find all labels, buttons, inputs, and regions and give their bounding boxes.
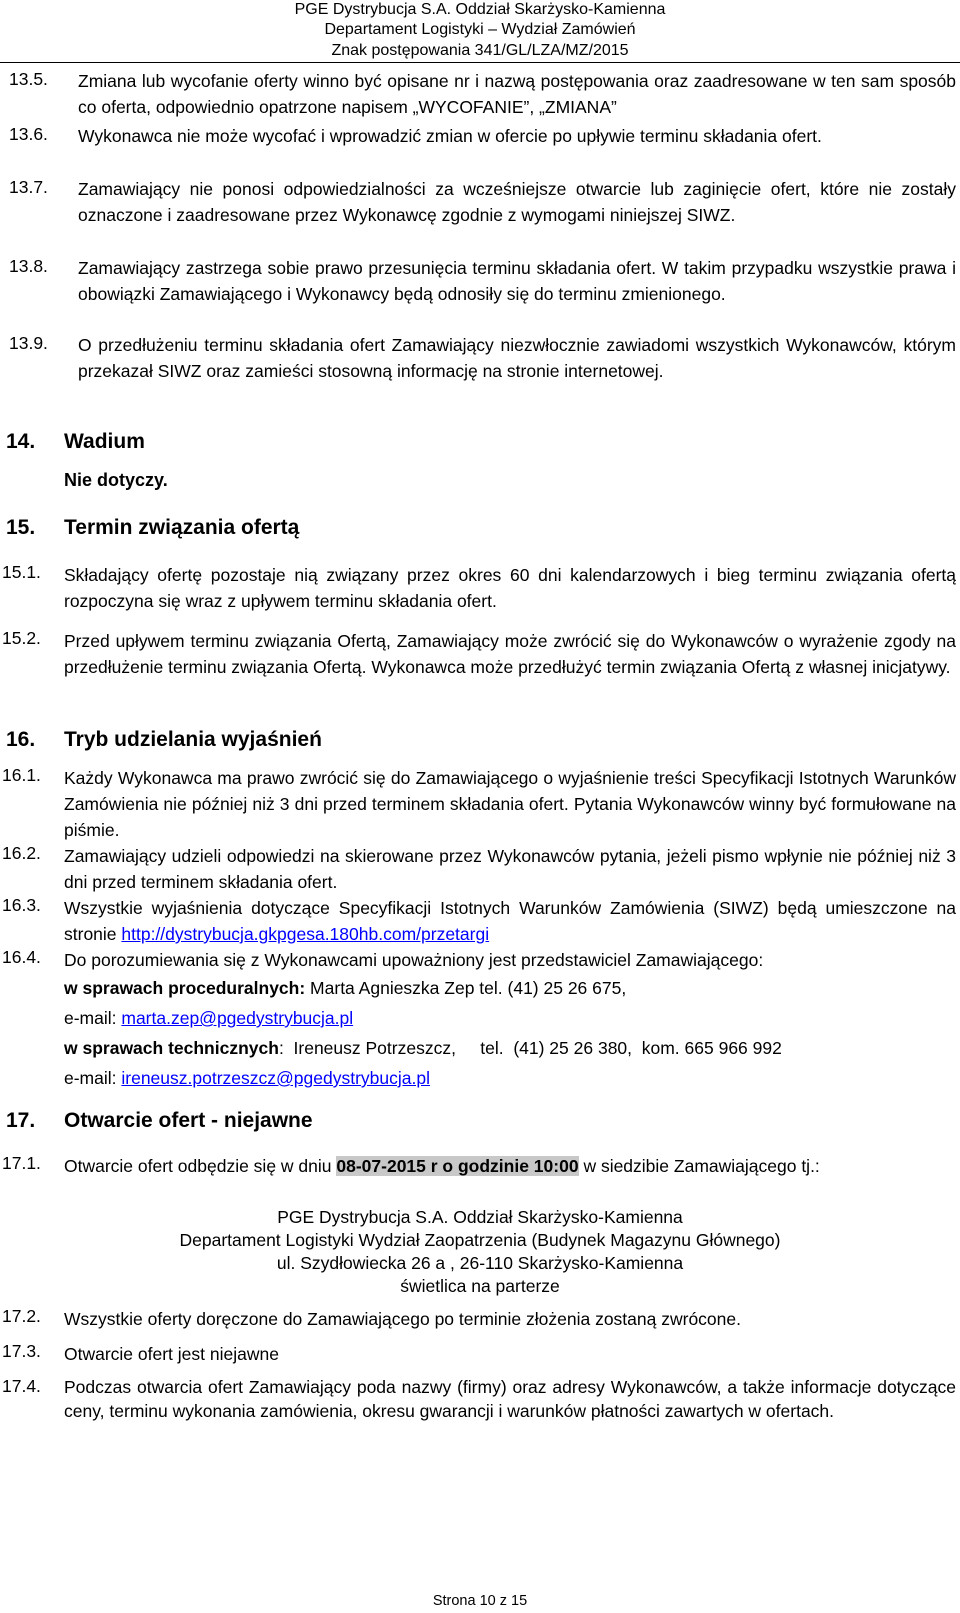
- section-title: Otwarcie ofert - niejawne: [64, 1109, 313, 1132]
- header-company: PGE Dystrybucja S.A. Oddział Skarżysko-Kamienna: [294, 1, 666, 18]
- procedural-contact: [64, 978, 626, 999]
- paragraph-number: 16.3.: [2, 895, 41, 915]
- paragraph-text: Zamawiający zastrzega sobie prawo przesunięcia terminu składania ofert. W takim przypadku wszystkie prawa i obowiązki Zamawiającego i Wykonawcy będą odnosiły się do terminu zmienionego.: [78, 258, 956, 304]
- technical-email-line: [64, 1068, 430, 1089]
- paragraph-number: 13.6.: [9, 124, 48, 144]
- technical-email-link[interactable]: ireneusz.potrzeszcz@pgedystrybucja.pl: [121, 1068, 430, 1088]
- opening-date-highlight: 08-07-2015 r o godzinie 10:00: [336, 1156, 579, 1176]
- paragraph-text: Do porozumiewania się z Wykonawcami upoważniony jest przedstawiciel Zamawiającego:: [64, 950, 764, 970]
- paragraph-number: 17.2.: [2, 1306, 41, 1326]
- paragraph-text: Wykonawca nie może wycofać i wprowadzić zmian w ofercie po upływie terminu składania ofert.: [78, 126, 822, 146]
- section-number: 16.: [6, 728, 36, 751]
- paragraph-text-main: Wszystkie wyjaśnienia dotyczące Specyfikacji Istotnych Warunków Zamówienia (SIWZ) będą umieszczone na stronie: [64, 898, 956, 944]
- paragraph-number: 17.3.: [2, 1341, 41, 1361]
- paragraph-text: Składający ofertę pozostaje nią związany przez okres 60 dni kalendarzowych i bieg terminu związania ofertą rozpoczyna się wraz z upływem terminu składania ofert.: [64, 565, 956, 611]
- paragraph-text-before: Otwarcie ofert odbędzie się w dniu: [64, 1156, 337, 1176]
- paragraph-text: [64, 895, 956, 947]
- address-line-1: PGE Dystrybucja S.A. Oddział Skarżysko-Kamienna: [277, 1207, 683, 1227]
- paragraph-number: 13.9.: [9, 333, 48, 353]
- page-number: Strona 10 z 15: [432, 1593, 528, 1609]
- paragraph-number: 13.5.: [9, 69, 48, 89]
- paragraph-text: Podczas otwarcia ofert Zamawiający poda nazwy (firmy) oraz adresy Wykonawców, a także informacje dotyczące ceny, terminu wykonania zamówienia, okresu gwarancji i warunków płatności zawartych w ofertach.: [64, 1377, 956, 1421]
- procedural-email-line: [64, 1008, 353, 1029]
- section-14-note: Nie dotyczy.: [64, 470, 168, 490]
- section-number: 14.: [6, 430, 36, 453]
- paragraph-text: Otwarcie ofert jest niejawne: [64, 1344, 279, 1364]
- address-line-2: Departament Logistyki Wydział Zaopatrzenia (Budynek Magazynu Głównego): [179, 1230, 781, 1250]
- paragraph-text: Przed upływem terminu związania Ofertą, Zamawiający może zwrócić się do Wykonawców o wyrażenie zgody na przedłużenie terminu związania Ofertą. Wykonawca może przedłużyć termin związania Ofertą z własnej inicjatywy.: [64, 631, 956, 677]
- paragraph-text: Zmiana lub wycofanie oferty winno być opisane nr i nazwą postępowania oraz zaadresowane w ten sam sposób co oferta, odpowiednio opatrzone napisem „WYCOFANIE”, „ZMIANA”: [78, 71, 956, 117]
- section-title: Tryb udzielania wyjaśnień: [64, 728, 322, 751]
- paragraph-number: 16.4.: [2, 947, 41, 967]
- section-title: Termin związania ofertą: [64, 516, 300, 539]
- paragraph-number: 17.1.: [2, 1153, 41, 1173]
- paragraph-number: 16.1.: [2, 765, 41, 785]
- paragraph-text: Wszystkie oferty doręczone do Zamawiającego po terminie złożenia zostaną zwrócone.: [64, 1309, 741, 1329]
- header-department: Departament Logistyki – Wydział Zamówień: [324, 21, 636, 38]
- paragraph-number: 17.4.: [2, 1376, 41, 1396]
- procedural-contact-text: Marta Agnieszka Zep tel. (41) 25 26 675,: [305, 978, 627, 998]
- paragraph-text: [64, 1153, 956, 1179]
- technical-contact: [64, 1038, 782, 1059]
- paragraph-text: O przedłużeniu terminu składania ofert Zamawiający niezwłocznie zawiadomi wszystkich Wykonawców, którym przekazał SIWZ oraz zamieści stosowną informację na stronie internetowej.: [78, 335, 956, 381]
- paragraph-number: 13.8.: [9, 256, 48, 276]
- email-label: e-mail:: [64, 1068, 122, 1088]
- technical-contact-label: w sprawach technicznych: [64, 1038, 279, 1058]
- paragraph-number: 16.2.: [2, 843, 41, 863]
- procedural-contact-label: w sprawach proceduralnych:: [64, 978, 306, 998]
- address-line-4: świetlica na parterze: [400, 1276, 560, 1296]
- paragraph-number: 15.2.: [2, 628, 41, 648]
- header-case-number: Znak postępowania 341/GL/LZA/MZ/2015: [331, 42, 629, 59]
- paragraph-number: 15.1.: [2, 562, 41, 582]
- paragraph-text: Zamawiający udzieli odpowiedzi na skierowane przez Wykonawców pytania, jeżeli pismo wpłynie nie później niż 3 dni przed terminem składania ofert.: [64, 846, 956, 892]
- header-divider: [0, 62, 960, 63]
- paragraph-text: Zamawiający nie ponosi odpowiedzialności za wcześniejsze otwarcie lub zaginięcie ofert, które nie zostały oznaczone i zaadresowane przez Wykonawcę zgodnie z wymogami niniejszej SIWZ.: [78, 179, 956, 225]
- address-line-3: ul. Szydłowiecka 26 a , 26-110 Skarżysko-Kamienna: [276, 1253, 684, 1273]
- paragraph-number: 13.7.: [9, 177, 48, 197]
- procedural-email-link[interactable]: marta.zep@pgedystrybucja.pl: [121, 1008, 354, 1028]
- section-title: Wadium: [64, 430, 145, 453]
- paragraph-text: Każdy Wykonawca ma prawo zwrócić się do Zamawiającego o wyjaśnienie treści Specyfikacji Istotnych Warunków Zamówienia nie później niż 3 dni przed terminem składania ofert. Pytania Wykonawców winny być formułowane na piśmie.: [64, 768, 956, 840]
- tender-page-link[interactable]: http://dystrybucja.gkpgesa.180hb.com/przetargi: [121, 924, 490, 944]
- email-label: e-mail:: [64, 1008, 122, 1028]
- section-number: 17.: [6, 1109, 36, 1132]
- paragraph-text-after: w siedzibie Zamawiającego tj.:: [578, 1156, 820, 1176]
- section-number: 15.: [6, 516, 36, 539]
- technical-contact-text: : Ireneusz Potrzeszcz, tel. (41) 25 26 380, kom. 665 966 992: [278, 1038, 782, 1058]
